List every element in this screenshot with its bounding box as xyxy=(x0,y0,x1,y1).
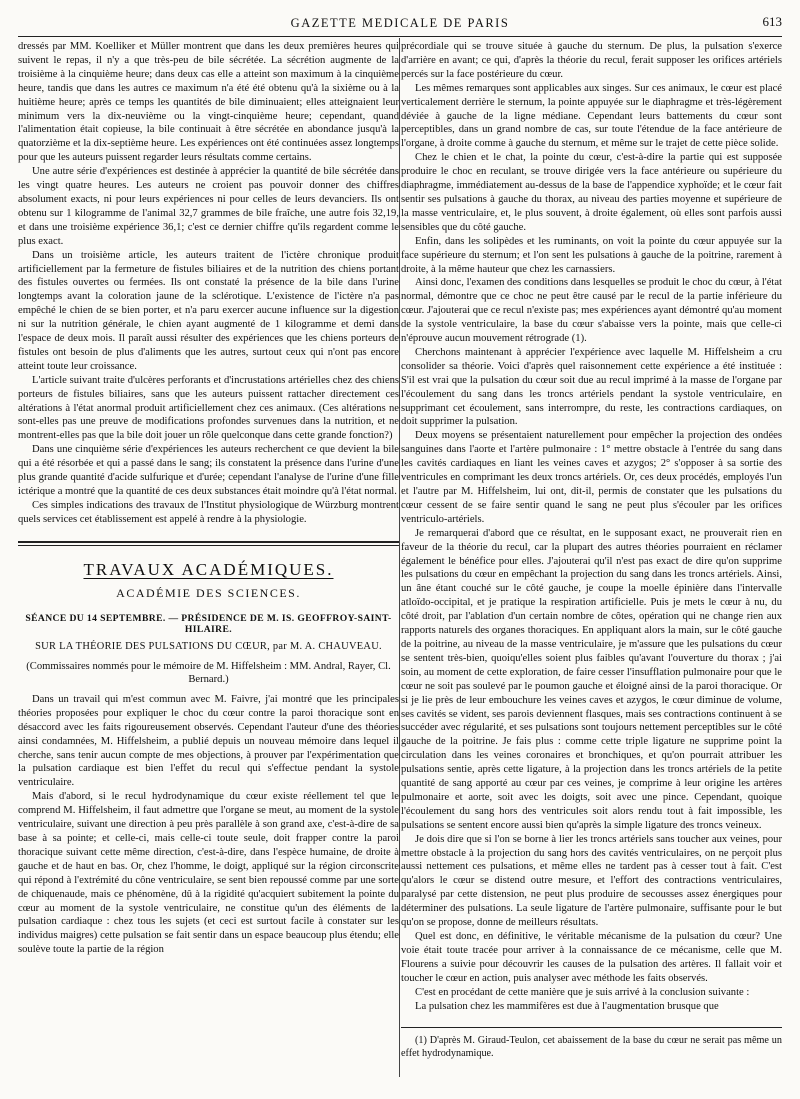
paragraph: Je dois dire que si l'on se borne à lier les troncs artériels sans toucher aux veines, pour mettre obstacle à la projection du sang hors des cavités ventriculaires, on ne perçoit plus aussi nettement ces pulsations, et même elles ne tardent pas à cesser tout à fait. C'est qu'alors le cœur se distend outre mesure, et l'effort des contractions ventriculaires, paralysé par cette distension, ne peut plus produire de secousses assez énergiques pour déterminer des pulsations. La seule ligature de l'artère pulmonaire, suffisante pour le but qu'on se propose, donne de meilleurs résultats. xyxy=(401,833,782,929)
left-column xyxy=(18,40,399,1077)
memoir-title: SUR LA THÉORIE DES PULSATIONS DU CŒUR, par M. A. CHAUVEAU. xyxy=(35,640,382,652)
paragraph: Dans un troisième article, les auteurs traitent de l'ictère chronique produit artificiellement par la fermeture de fistules biliaires et de la nutrition des chiens portant des fistules ouvertes ou fermées. Ils ont constaté la présence de la bile dans l'urine longtemps avant la coloration jaune de la sclérotique. L'existence de l'ictère n'a pas empêché le chien de se bien porter, et n'a paru exercer aucune influence sur la digestion ni sur la nutrition générale, le chien ayant augmenté de 1 kilogramme et demi dans l'espace de deux mois. Il paraît aussi résulter des expériences que les chiens porteurs de fistules ont besoin de plus d'aliments que les autres, surtout ceux qui n'ont pas encore atteint toute leur croissance. xyxy=(18,249,399,372)
footnote-rule xyxy=(401,1027,782,1028)
commission-note: (Commissaires nommés pour le mémoire de M. Hiffelsheim : MM. Andral, Rayer, Cl. Bernard.) xyxy=(26,660,391,686)
paragraph: Une autre série d'expériences est destinée à apprécier la quantité de bile sécrétée dans les vingt quatre heures. Les auteurs ne croient pas pouvoir donner des chiffres absolument exacts, ni pour leurs expériences ni pour celles de leurs devanciers. Ils ont obtenu sur 1 kilogramme de l'animal 32,7 grammes de bile fraîche, une autre fois 32,19, et dans une troisième expérience 36,1; c'est ce dernier chiffre qu'ils regardent comme le plus exact. xyxy=(18,166,399,247)
paragraph: Dans une cinquième série d'expériences les auteurs recherchent ce que devient la bile qui a été résorbée et qui a passé dans le sang; ils constatent la présence dans l'urine d'une plus grande quantité d'acide sulfurique et d'urée; cependant l'analyse de l'urine d'une fille ictérique a montré que la quantité de ces deux substances était moindre qu'à l'état normal. xyxy=(18,444,399,497)
paragraph: Cherchons maintenant à apprécier l'expérience avec laquelle M. Hiffelsheim a cru consolider sa théorie. Voici d'après quel raisonnement cette expérience a été instituée : S'il est vrai que la pulsation du cœur soit due au recul imprimé à la masse de l'organe par l'écoulement du sang dans les troncs artériels pendant la systole ventriculaire, en supprimant cet écoulement, sans interrompre, du reste, les contractions cardiaques, on doit supprimer la pulsation. xyxy=(401,346,782,428)
paragraph: Enfin, dans les solipèdes et les ruminants, on voit la pointe du cœur appuyée sur la face supérieure du sternum; et l'on sent les pulsations à gauche de la poitrine, rarement à droite, à la même hauteur que chez les carnassiers. xyxy=(401,235,782,275)
paragraph: Ces simples indications des travaux de l'Institut physiologique de Würzburg montrent quels services cet établissement est appelé à rendre à la physiologie. xyxy=(18,499,399,525)
header-rule xyxy=(18,36,782,37)
paragraph: Ainsi donc, l'examen des conditions dans lesquelles se produit le choc du cœur, à l'état normal, démontre que ce choc ne peut être causé par le recul de la partie inférieure du cœur. J'ajouterai que ce recul n'existe pas; mes expériences ayant démontré qu'au moment de la systole ventriculaire, la base du cœur s'abaisse vers la pointe, mais que celle-ci n'éprouve aucun mouvement rétrograde (1). xyxy=(401,277,782,345)
column-divider xyxy=(399,38,400,1077)
right-column xyxy=(401,40,782,1077)
paragraph: Dans un travail qui m'est commun avec M. Faivre, j'ai montré que les principales théories proposées pour expliquer le choc du cœur contre la paroi thoracique sont en désaccord avec les faits rigoureusement observés. Cependant l'auteur d'une des théories ainsi condamnées, M. Hiffelsheim, a publié depuis un nouveau mémoire dans lequel il cherche, sans tenir aucun compte de mes objections, à prouver par l'expérimentation que la pulsation cardiaque est bien l'effet du recul qui s'effectue pendant la systole ventriculaire. xyxy=(18,693,399,789)
section-rule xyxy=(18,545,399,546)
paragraph: Quel est donc, en définitive, le véritable mécanisme de la pulsation du cœur? Une voie était toute tracée pour arriver à la connaissance de ce mécanisme, celle que M. Flourens a suivie pour découvrir les causes de la pulsation des artères. Il fallait voir et toucher le cœur en action, puis analyser avec méthode les faits observés. xyxy=(401,931,782,984)
section-title: TRAVAUX ACADÉMIQUES. xyxy=(83,559,334,579)
running-title: GAZETTE MEDICALE DE PARIS xyxy=(290,15,510,30)
paragraph: Deux moyens se présentaient naturellement pour empêcher la projection des ondées sanguines dans l'aorte et l'artère pulmonaire : 1° mettre obstacle à l'entrée du sang dans les cavités cardiaques en liant les veines caves et azygos; 2° s'opposer à sa sortie des ventricules en comprimant les deux troncs artériels. Or, ces deux procédés, employés l'un et l'autre par M. Hiffelsheim, lui ont, dit-il, permis de constater que les pulsations du cœur cessent de se faire sentir quand le sang ne peut plus s'écouler par les orifices ventriculo-artériels. xyxy=(401,430,782,525)
paragraph: Mais d'abord, si le recul hydrodynamique du cœur existe réellement tel que le comprend M. Hiffelsheim, il faut admettre que l'organe se meut, au moment de la systole ventriculaire, suivant une direction à peu près parallèle à son grand axe, c'est-à-dire de sa base à sa pointe; et celle-ci, mais celle-ci toute seule, doit frapper contre la paroi thoracique suivant cette même direction, c'est-à-dire, dans l'espèce humaine, de droite à gauche et de haut en bas. Or, chez l'homme, le doigt, appliqué sur la région circonscrite qui répond à l'extrémité du cône ventriculaire, se sent bien repoussé comme par une sorte de chiquenaude, mais ce phénomène, dû à la rigidité qu'acquiert subitement la pointe du cœur au moment de la systole ventriculaire, ne constitue qu'un des éléments de la pulsation cardiaque : chez tous les sujets (et ceci est surtout facile à constater sur les individus maigres) cette pulsation se fait sentir dans un espace beaucoup plus étendu; elle soulève toute la partie de la région xyxy=(18,791,399,956)
paragraph: C'est en procédant de cette manière que je suis arrivé à la conclusion suivante : xyxy=(415,986,750,998)
paragraph: Les mêmes remarques sont applicables aux singes. Sur ces animaux, le cœur est placé verticalement derrière le sternum, la pointe appuyée sur le diaphragme et très-légèrement déviée à gauche de la ligne médiane. Cependant leurs battements du cœur sont perceptibles, dans un grand nombre de cas, sur toute l'étendue de la face antérieure de l'organe, à droite comme à gauche du sternum, et même sur le trajet de cette pièce solide. xyxy=(401,82,782,150)
paragraph: Chez le chien et le chat, la pointe du cœur, c'est-à-dire la partie qui est supposée produire le choc en reculant, se trouve dirigée vers la face antérieure ou supérieure du diaphragme, immédiatement au-dessus de la base de l'appendice xyphoïde; et le cœur fait sentir ses pulsations à gauche du thorax, au niveau des parties moyenne et supérieure de la masse ventriculaire, et, le plus souvent, à droite également, où elles sont parfois aussi sensibles que du côté gauche. xyxy=(401,152,782,233)
paragraph: précordiale qui se trouve située à gauche du sternum. De plus, la pulsation s'exerce d'arrière en avant; ce qui, d'après la théorie du recul, ferait supposer les orifices artériels percés sur la face postérieure du cœur. xyxy=(401,41,782,80)
paragraph: La pulsation chez les mammifères est due à l'augmentation brusque que xyxy=(415,1000,719,1012)
section-rule xyxy=(18,541,399,543)
running-header xyxy=(18,12,782,34)
paragraph: L'article suivant traite d'ulcères perforants et d'incrustations artérielles chez des chiens porteurs de fistules biliaires, sans que les auteurs puissent rattacher directement ces altérations à l'état anormal produit artificiellement chez ces animaux. (Ces altérations ne sont-elles pas une preuve de modifications profondes survenues dans la nutrition, et ne montrent-elles pas que la bile doit jouer un rôle quelconque dans cette grande fonction?) xyxy=(18,374,399,442)
paragraph: Je remarquerai d'abord que ce résultat, en le supposant exact, ne prouverait rien en faveur de la théorie du recul, car la plupart des autres théories pourraient en réclamer également le bénéfice pour elles. J'ajouterai qu'il n'est pas exact de dire qu'on supprime les pulsations du cœur en empêchant la projection du sang dans les troncs artériels. Ainsi, un âne étant couché sur le côté gauche, je coupe la moelle épinière dans l'intervalle atloïdo-occipital, et je pratique la respiration artificielle. Puis je mets le cœur à nu, du côté droit, par l'ablation d'un certain nombre de côtes, opération qui ne change rien aux rapports naturels des organes thoraciques. En appliquant alors la main, sur le côté gauche de la poitrine, au niveau de la masse ventriculaire, je m'assure que les pulsations du cœur se sentent très-bien, quoiqu'elles soient plus faibles qu'avant l'ouverture du thorax ; j'ai soin, au moment de cette exploration, de faire cesser l'insufflation pulmonaire pour que le cœur ne soit pas soulevé par le poumon gauche et éloigné ainsi de la paroi thoracique. Or si je lie près de leur embouchure les veines caves et azygos, le cœur diminue de volume, ses cavités se vident, ses parois deviennent flasques, mais ses contractions continuent à se succéder avec régularité, et ses pulsations sont toujours nettement perceptibles sur le côté gauche de la poitrine. Je fais plus : comme cette triple ligature ne supprime point la circulation dans les veines coronaires et bronchiques, et qu'on pourrait attribuer les pulsations sentie, après cette ligature, à la projection dans les troncs artériels de la petite quantité de sang apporté au cœur par ces veines, je comprime à leur origine les artères pulmonaire et aorte, soit avec les doigts, soit avec une pince. Cependant, quoique l'écoulement du sang hors des ventricules soit alors rendu tout à fait impossible, les pulsations se sentent encore aussi bien qu'après la simple ligature des troncs veineux. xyxy=(401,527,782,831)
paragraph: dressés par MM. Koelliker et Müller montrent que dans les deux premières heures qui suivent le repas, il n'y a que très-peu de bile sécrétée. La sécrétion augmente de la troisième à la cinquième heure; dans deux cas elle a atteint son maximum à la cinquième heure, tandis que dans les autres ce maximum n'a été été obtenu qu'à la sixième ou à la huitième heure; après ce temps les quantités de bile diminuaient; elles atteignaient leur minimum vers la dix-neuvième ou la vingt-cinquième heure; cependant, quand l'alimentation était copieuse, la bile continuait à être sécrétée en abondance jusqu'à la quatorzième et la dix-septième heure. Les expériences ont été continuées assez longtemps pour que les auteurs puissent regarder leurs résultats comme certains. xyxy=(18,41,399,164)
section-subtitle: ACADÉMIE DES SCIENCES. xyxy=(116,585,301,600)
seance-line: SÉANCE DU 14 SEPTEMBRE. — PRÉSIDENCE DE M. IS. GEOFFROY-SAINT-HILAIRE. xyxy=(25,612,392,635)
footnote: (1) D'après M. Giraud-Teulon, cet abaissement de la base du cœur ne serait pas même un effet hydrodynamique. xyxy=(401,1035,782,1060)
page-number: 613 xyxy=(762,14,782,29)
